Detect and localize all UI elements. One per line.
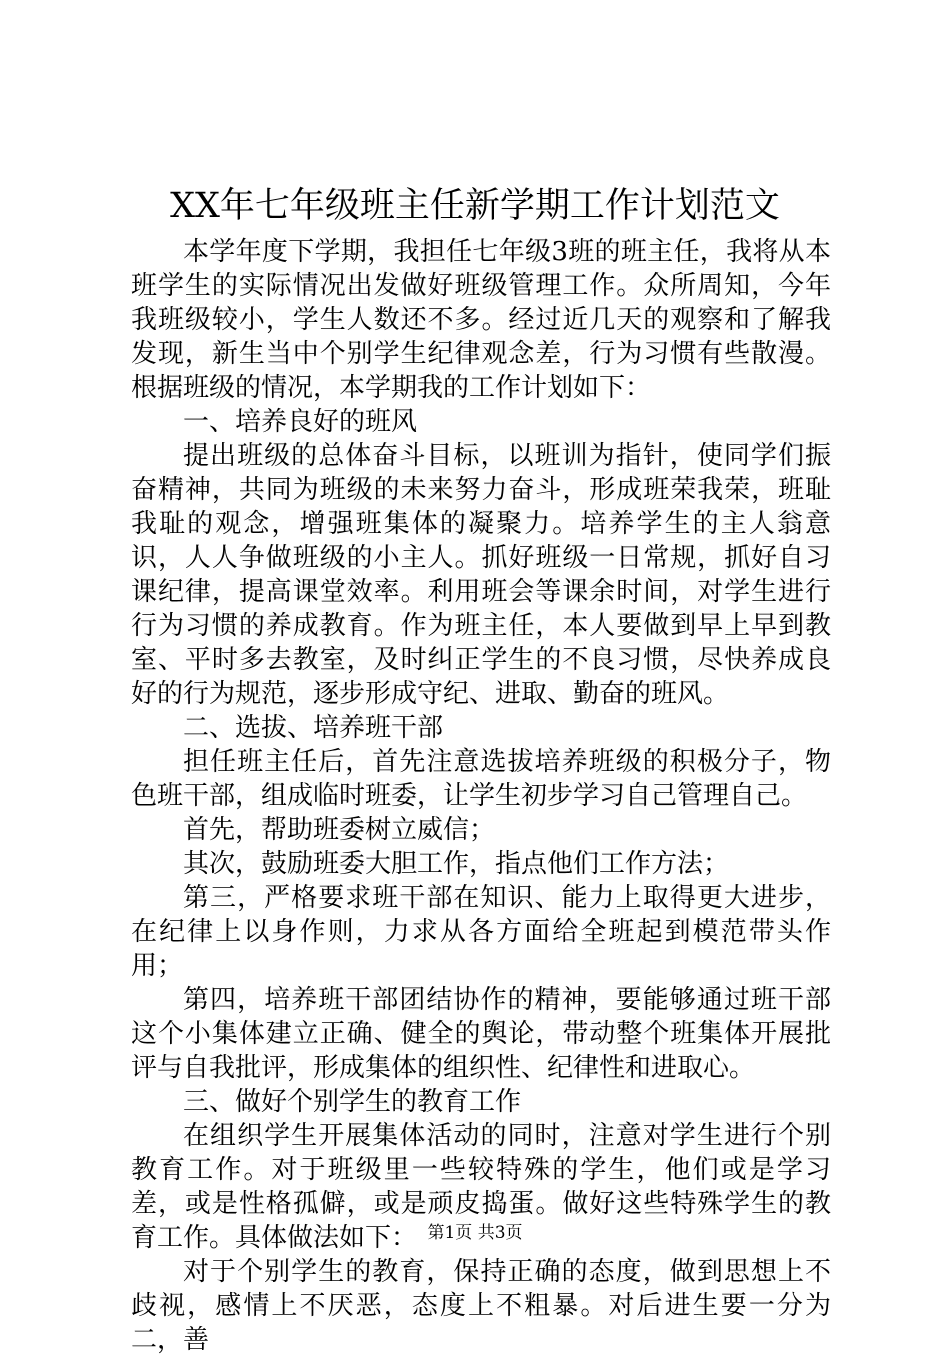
document-body xyxy=(131,235,831,1357)
paragraph-fourth: 第四，培养班干部团结协作的精神，要能够通过班干部这个小集体建立正确、健全的舆论，带动整个班集体开展批评与自我批评，形成集体的组织性、纪律性和进取心。 xyxy=(131,985,831,1083)
document-title: XX年七年级班主任新学期工作计划范文 xyxy=(170,186,780,226)
paragraph-attitude: 对于个别学生的教育，保持正确的态度，做到思想上不歧视，感情上不厌恶，态度上不粗暴。对后进生要一分为二，善 xyxy=(131,1257,831,1355)
paragraph-first: 首先，帮助班委树立威信； xyxy=(183,815,496,845)
page-footer: 第1页 共3页 xyxy=(427,1223,523,1243)
paragraph-individual-education: 在组织学生开展集体活动的同时，注意对学生进行个别教育工作。对于班级里一些较特殊的学生，他们或是学习差，或是性格孤僻，或是顽皮捣蛋。做好这些特殊学生的教育工作。具体做法如下： xyxy=(131,1121,831,1253)
paragraph-class-spirit: 提出班级的总体奋斗目标，以班训为指针，使同学们振奋精神，共同为班级的未来努力奋斗，形成班荣我荣，班耻我耻的观念，增强班集体的凝聚力。培养学生的主人翁意识，人人争做班级的小主人。抓好班级一日常规，抓好自习课纪律，提高课堂效率。利用班会等课余时间，对学生进行行为习惯的养成教育。作为班主任，本人要做到早上早到教室、平时多去教室，及时纠正学生的不良习惯，尽快养成良好的行为规范，逐步形成守纪、进取、勤奋的班风。 xyxy=(131,441,831,709)
paragraph-third: 第三，严格要求班干部在知识、能力上取得更大进步，在纪律上以身作则，力求从各方面给全班起到模范带头作用； xyxy=(131,883,831,981)
paragraph-cadre-selection: 担任班主任后，首先注意选拔培养班级的积极分子，物色班干部，组成临时班委，让学生初步学习自己管理自己。 xyxy=(131,747,831,811)
paragraph-second: 其次，鼓励班委大胆工作，指点他们工作方法； xyxy=(183,849,730,879)
section-heading-1: 一、培养良好的班风 xyxy=(183,407,418,437)
section-heading-3: 三、做好个别学生的教育工作 xyxy=(183,1087,522,1117)
section-heading-2: 二、选拔、培养班干部 xyxy=(183,713,444,743)
paragraph-intro: 本学年度下学期，我担任七年级3班的班主任，我将从本班学生的实际情况出发做好班级管理工作。众所周知，今年我班级较小，学生人数还不多。经过近几天的观察和了解我发现，新生当中个别学生纪律观念差，行为习惯有些散漫。根据班级的情况，本学期我的工作计划如下： xyxy=(131,237,831,403)
